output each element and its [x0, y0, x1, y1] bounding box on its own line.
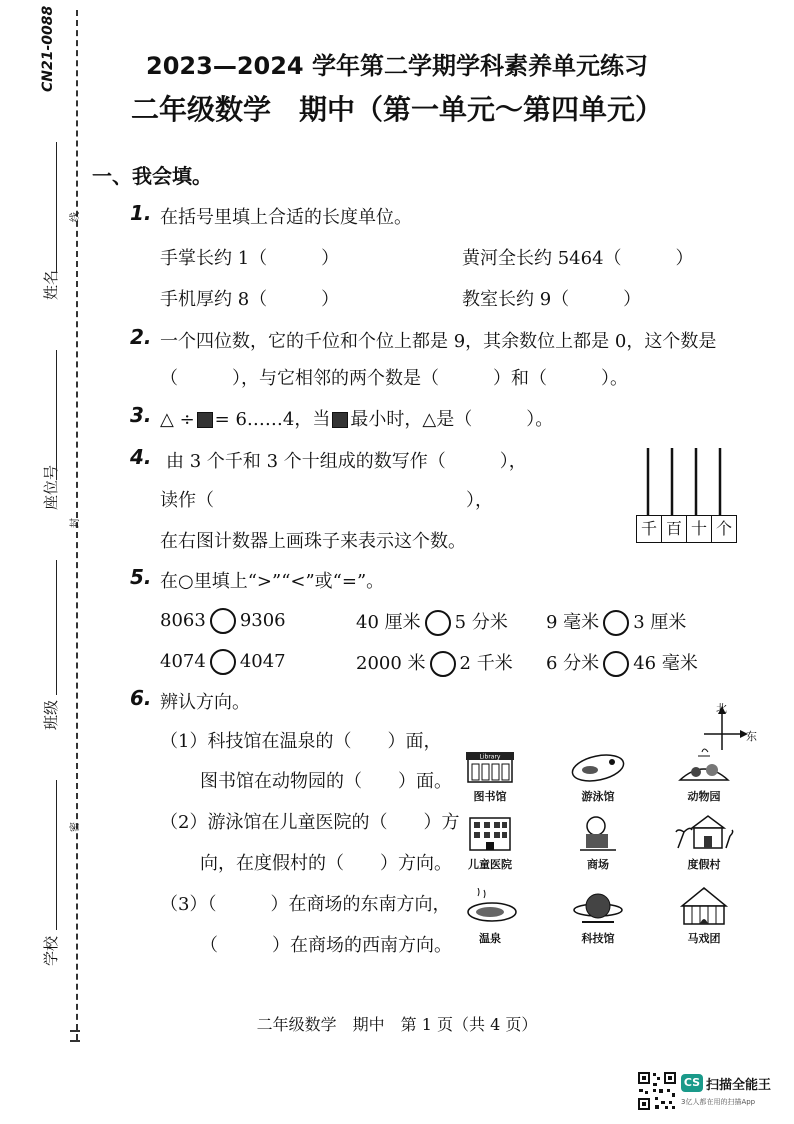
place-resort: [672, 812, 736, 872]
compare-item: [160, 649, 286, 675]
place-hot-spring: [458, 888, 522, 946]
resort-icon: [674, 812, 734, 852]
q1-item-3: 手机厚约 8（ ）: [160, 289, 340, 310]
seat-blank-line: [56, 350, 57, 480]
section-heading: 一、我会填。: [92, 164, 212, 188]
q5-number: 5.: [130, 565, 152, 589]
place-zoo: [672, 746, 736, 804]
place-library: [458, 750, 522, 804]
seal-mark-secret: 密: [70, 822, 81, 832]
answer-circle[interactable]: [603, 651, 629, 677]
q1-item-1: 手掌长约 1（ ）: [160, 248, 340, 269]
library-sign: Library: [479, 753, 501, 761]
compare-left: 2000 米: [356, 653, 426, 674]
q1-number: 1.: [130, 201, 152, 225]
scanner-brand-name: 扫描全能王: [706, 1078, 772, 1093]
document-code: CN21-0088: [40, 5, 56, 92]
compare-left: 4074: [160, 651, 206, 672]
compare-right: 4047: [239, 651, 286, 672]
circus-icon: [674, 886, 734, 926]
q3-part-2: = 6……4，当: [214, 409, 331, 430]
place-childrens-hospital: [458, 812, 522, 872]
compare-left: 9 毫米: [546, 612, 600, 633]
exam-subtitle: 二年级数学 期中（第一单元～第四单元）: [130, 93, 663, 126]
q6-part3-line1: （3）（ ）在商场的东南方向，: [160, 894, 451, 915]
place-label: 商场: [587, 858, 609, 871]
class-label: 班级: [42, 699, 60, 730]
place-label: 马戏团: [687, 932, 721, 945]
seat-label: 座位号: [42, 464, 60, 510]
q6-text: 辨认方向。: [160, 692, 250, 713]
answer-circle[interactable]: [425, 610, 451, 636]
abacus-label-ones: 个: [711, 515, 737, 543]
abacus-label-thousands: 千: [636, 515, 662, 543]
hospital-icon: [460, 812, 520, 852]
compass-east-label: 东: [746, 730, 757, 743]
compare-item: [356, 608, 508, 636]
q3-part-1: △ ÷: [160, 409, 195, 430]
class-blank-line: [56, 560, 57, 695]
seal-mark-seal: 封: [70, 518, 81, 528]
square-symbol-icon: [332, 412, 348, 428]
q1-item-2: 黄河全长约 5464（ ）: [462, 248, 694, 269]
q6-part3-line2: （ ）在商场的西南方向。: [200, 935, 452, 956]
compare-item: [160, 608, 286, 634]
q4-line-3: 在右图计数器上画珠子来表示这个数。: [160, 531, 466, 552]
square-symbol-icon: [197, 412, 213, 428]
place-label: 图书馆: [473, 790, 507, 803]
q2-number: 2.: [130, 325, 152, 349]
abacus-icon: [630, 440, 740, 520]
q4-number: 4.: [130, 445, 152, 469]
place-label: 科技馆: [581, 932, 615, 945]
cs-logo-icon: CS: [683, 1076, 701, 1089]
q6-part2-line1: （2）游泳馆在儿童医院的（ ）方: [160, 812, 460, 833]
q6-part2-line2: 向，在度假村的（ ）方向。: [200, 853, 452, 874]
abacus-label-tens: 十: [686, 515, 712, 543]
school-label: 学校: [42, 935, 60, 966]
q3-text: [160, 405, 553, 431]
q6-part1-line2: 图书馆在动物园的（ ）面。: [200, 771, 452, 792]
q5-text: 在○里填上“>”“<”或“=”。: [160, 571, 385, 592]
place-science-museum: [566, 888, 630, 946]
compass-north-label: 北: [716, 702, 727, 715]
compare-item: [546, 649, 698, 677]
answer-circle[interactable]: [603, 610, 629, 636]
place-label: 温泉: [479, 932, 501, 945]
name-blank-line: [56, 142, 57, 272]
compare-item: [356, 649, 513, 677]
q3-number: 3.: [130, 403, 152, 427]
compare-right: 3 厘米: [633, 612, 687, 633]
q6-part1-line1: （1）科技馆在温泉的（ ）面，: [160, 731, 442, 752]
scanner-brand-badge: [681, 1074, 703, 1092]
abacus-label-hundreds: 百: [661, 515, 687, 543]
answer-circle[interactable]: [430, 651, 456, 677]
q4-line-1: 由 3 个千和 3 个十组成的数写作（ ），: [166, 451, 527, 472]
place-mall: [566, 814, 630, 872]
place-circus: [672, 886, 736, 946]
swimming-pool-icon: [568, 750, 628, 784]
compare-left: 6 分米: [546, 653, 600, 674]
answer-circle[interactable]: [210, 608, 236, 634]
place-label: 动物园: [687, 790, 721, 803]
qr-code-icon: [637, 1071, 677, 1111]
science-museum-icon: [568, 888, 628, 926]
compare-item: [546, 608, 686, 636]
exam-title: 2023—2024 学年第二学期学科素养单元练习: [146, 52, 648, 80]
scanner-brand-tagline: 3亿人都在用的扫描App: [681, 1098, 756, 1106]
q1-text: 在括号里填上合适的长度单位。: [160, 207, 412, 228]
q1-item-4: 教室长约 9（ ）: [462, 289, 642, 310]
compare-right: 5 分米: [454, 612, 508, 633]
q2-line-2: （ ），与它相邻的两个数是（ ）和（ ）。: [160, 368, 628, 389]
school-blank-line: [56, 780, 57, 930]
q2-line-1: 一个四位数，它的千位和个位上都是 9，其余数位上都是 0，这个数是: [160, 331, 717, 352]
compare-left: 8063: [160, 610, 206, 631]
place-label: 儿童医院: [468, 858, 512, 871]
library-icon: [462, 750, 518, 784]
place-label: 度假村: [687, 858, 721, 871]
answer-circle[interactable]: [210, 649, 236, 675]
compare-right: 9306: [239, 610, 286, 631]
compare-right: 2 千米: [459, 653, 513, 674]
place-swimming-pool: [566, 750, 630, 804]
place-label: 游泳馆: [581, 790, 615, 803]
compare-right: 46 毫米: [633, 653, 698, 674]
hot-spring-icon: [460, 888, 520, 926]
compare-left: 40 厘米: [356, 612, 421, 633]
mall-icon: [568, 814, 628, 852]
q6-number: 6.: [130, 686, 152, 710]
seal-mark-line: 线: [70, 212, 81, 222]
q3-part-3: 最小时，△是（ ）。: [350, 409, 554, 430]
q4-line-2: 读作（ ），: [160, 490, 493, 511]
page-footer: 二年级数学 期中 第 1 页（共 4 页）: [256, 1015, 538, 1034]
zoo-icon: [674, 746, 734, 784]
name-label: 姓名: [42, 269, 60, 300]
